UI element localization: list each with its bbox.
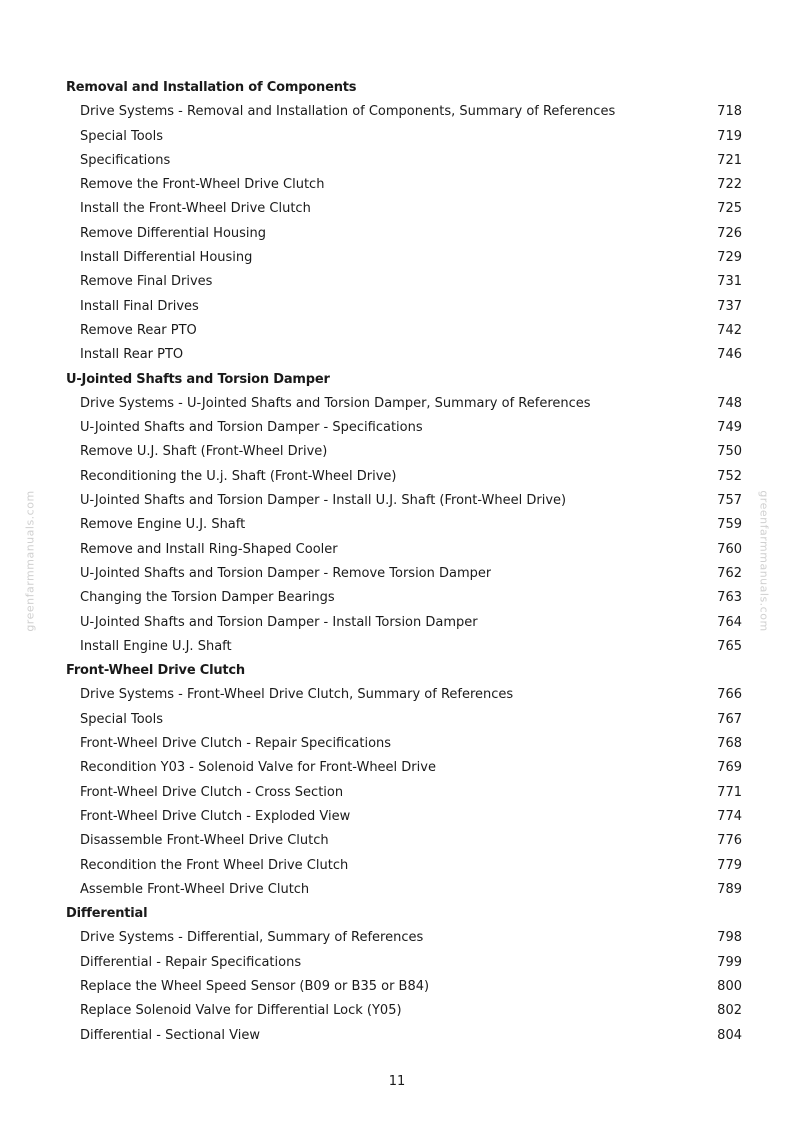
toc-entry-title: U-Jointed Shafts and Torsion Damper - Install U.J. Shaft (Front-Wheel Drive) [80, 493, 567, 509]
section-heading[interactable]: Removal and Installation of Components [66, 80, 357, 95]
toc-entry[interactable] [66, 926, 742, 950]
toc-entry-page-number: 798 [717, 930, 742, 946]
toc-entry-title: Changing the Torsion Damper Bearings [80, 590, 335, 606]
toc-section-removal-installation [66, 76, 742, 368]
toc-entry-title: Remove Differential Housing [80, 225, 267, 241]
toc-entry-title: U-Jointed Shafts and Torsion Damper - Install Torsion Damper [80, 614, 478, 630]
toc-section-front-wheel-drive-clutch [66, 659, 742, 902]
toc-entry-page-number: 802 [717, 1003, 742, 1019]
toc-entry-title: Special Tools [80, 711, 163, 727]
toc-entry-page-number: 731 [717, 274, 742, 290]
toc-entry-page-number: 746 [717, 347, 742, 363]
toc-entry-title: Disassemble Front-Wheel Drive Clutch [80, 833, 329, 849]
toc-entry-title: Remove U.J. Shaft (Front-Wheel Drive) [80, 444, 328, 460]
toc-entry-title: Replace Solenoid Valve for Differential Lock (Y05) [80, 1003, 402, 1019]
toc-entry[interactable] [66, 100, 742, 124]
toc-entry[interactable] [66, 465, 742, 489]
toc-entry-title: Drive Systems - Removal and Installation of Components, Summary of References [80, 104, 616, 120]
toc-entry-page-number: 800 [717, 978, 742, 994]
toc-entry[interactable] [66, 829, 742, 853]
toc-entry[interactable] [66, 756, 742, 780]
toc-entry-page-number: 719 [717, 128, 742, 144]
toc-entry-title: Install Final Drives [80, 298, 199, 314]
toc-entry-title: Install Rear PTO [80, 347, 184, 363]
toc-entry-page-number: 766 [717, 687, 742, 703]
toc-entry-page-number: 760 [717, 541, 742, 557]
toc-section-u-jointed-shafts [66, 368, 742, 660]
toc-entry-page-number: 749 [717, 420, 742, 436]
toc-entry[interactable] [66, 270, 742, 294]
toc-entry[interactable] [66, 975, 742, 999]
toc-entry[interactable] [66, 611, 742, 635]
toc-entry-page-number: 718 [717, 104, 742, 120]
toc-entry-title: Install the Front-Wheel Drive Clutch [80, 201, 311, 217]
toc-entry-title: Differential - Sectional View [80, 1027, 260, 1043]
toc-entry-title: Remove Engine U.J. Shaft [80, 517, 246, 533]
toc-entry-title: Drive Systems - Differential, Summary of References [80, 930, 424, 946]
toc-entry[interactable] [66, 416, 742, 440]
toc-entry-page-number: 789 [717, 881, 742, 897]
toc-entry[interactable] [66, 878, 742, 902]
toc-entry[interactable] [66, 440, 742, 464]
toc-entry-page-number: 742 [717, 322, 742, 338]
toc-entry[interactable] [66, 392, 742, 416]
toc-entry-page-number: 764 [717, 614, 742, 630]
toc-entry-title: Front-Wheel Drive Clutch - Exploded View [80, 808, 351, 824]
toc-entry-page-number: 757 [717, 493, 742, 509]
toc-entry[interactable] [66, 562, 742, 586]
section-heading[interactable]: U-Jointed Shafts and Torsion Damper [66, 371, 330, 387]
toc-entry[interactable] [66, 319, 742, 343]
toc-entry-title: Install Differential Housing [80, 250, 253, 266]
toc-entry-title: Recondition the Front Wheel Drive Clutch [80, 857, 349, 873]
toc-entry-title: Reconditioning the U.j. Shaft (Front-Wheel Drive) [80, 468, 397, 484]
toc-entry[interactable] [66, 125, 742, 149]
toc-entry-page-number: 759 [717, 517, 742, 533]
toc-entry[interactable] [66, 854, 742, 878]
toc-entry-title: Remove and Install Ring-Shaped Cooler [80, 541, 338, 557]
toc-entry[interactable] [66, 951, 742, 975]
toc-entry-title: Assemble Front-Wheel Drive Clutch [80, 881, 310, 897]
toc-entry-page-number: 799 [717, 954, 742, 970]
toc-entry-page-number: 771 [717, 784, 742, 800]
toc-entry-page-number: 729 [717, 250, 742, 266]
toc-entry[interactable] [66, 683, 742, 707]
section-heading[interactable]: Front-Wheel Drive Clutch [66, 663, 245, 679]
toc-entry-page-number: 750 [717, 444, 742, 460]
toc-entry-title: Special Tools [80, 128, 163, 144]
toc-entry[interactable] [66, 343, 742, 367]
toc-entry[interactable] [66, 538, 742, 562]
watermark-left: greenfarmmanuals.com [23, 490, 37, 632]
toc-entry-page-number: 769 [717, 760, 742, 776]
toc-entry[interactable] [66, 197, 742, 221]
toc-entry-page-number: 768 [717, 736, 742, 752]
toc-entry-page-number: 748 [717, 395, 742, 411]
toc-entry-title: Drive Systems - Front-Wheel Drive Clutch, Summary of References [80, 687, 514, 703]
toc-entry-page-number: 752 [717, 468, 742, 484]
toc-entry-title: U-Jointed Shafts and Torsion Damper - Specifications [80, 420, 423, 436]
toc-entry[interactable] [66, 635, 742, 659]
toc-entry[interactable] [66, 222, 742, 246]
section-heading[interactable]: Differential [66, 906, 148, 922]
toc-entry-page-number: 726 [717, 225, 742, 241]
toc-entry-title: Remove the Front-Wheel Drive Clutch [80, 177, 325, 193]
table-of-contents [66, 76, 742, 1048]
page-number: 11 [388, 1074, 406, 1089]
toc-entry-page-number: 776 [717, 833, 742, 849]
toc-entry-title: Front-Wheel Drive Clutch - Cross Section [80, 784, 344, 800]
toc-entry-page-number: 765 [717, 638, 742, 654]
toc-entry-title: Drive Systems - U-Jointed Shafts and Torsion Damper, Summary of References [80, 395, 591, 411]
toc-entry-title: Differential - Repair Specifications [80, 954, 302, 970]
toc-entry-title: Replace the Wheel Speed Sensor (B09 or B35 or B84) [80, 978, 430, 994]
toc-entry-page-number: 763 [717, 590, 742, 606]
toc-entry[interactable] [66, 1024, 742, 1048]
toc-entry-page-number: 762 [717, 565, 742, 581]
toc-entry[interactable] [66, 805, 742, 829]
toc-entry[interactable] [66, 295, 742, 319]
toc-entry-title: Specifications [80, 152, 171, 168]
toc-entry-page-number: 721 [717, 152, 742, 168]
toc-entry-page-number: 804 [717, 1027, 742, 1043]
toc-entry-title: Recondition Y03 - Solenoid Valve for Front-Wheel Drive [80, 760, 436, 776]
toc-entry-title: Front-Wheel Drive Clutch - Repair Specifications [80, 736, 392, 752]
toc-entry-title: Remove Final Drives [80, 274, 213, 290]
toc-entry[interactable] [66, 513, 742, 537]
toc-entry[interactable] [66, 149, 742, 173]
toc-entry[interactable] [66, 246, 742, 270]
toc-entry-title: Install Engine U.J. Shaft [80, 638, 232, 654]
watermark-right: greenfarmmanuals.com [757, 490, 771, 632]
toc-entry[interactable] [66, 999, 742, 1023]
toc-entry-page-number: 737 [717, 298, 742, 314]
toc-entry[interactable] [66, 708, 742, 732]
toc-entry-page-number: 767 [717, 711, 742, 727]
toc-entry-title: U-Jointed Shafts and Torsion Damper - Remove Torsion Damper [80, 565, 492, 581]
toc-entry-title: Remove Rear PTO [80, 322, 197, 338]
toc-entry-page-number: 774 [717, 808, 742, 824]
toc-entry[interactable] [66, 489, 742, 513]
toc-entry[interactable] [66, 173, 742, 197]
toc-entry[interactable] [66, 781, 742, 805]
toc-entry[interactable] [66, 732, 742, 756]
toc-entry-page-number: 722 [717, 177, 742, 193]
toc-entry-page-number: 725 [717, 201, 742, 217]
toc-entry[interactable] [66, 586, 742, 610]
toc-section-differential [66, 902, 742, 1048]
toc-entry-page-number: 779 [717, 857, 742, 873]
